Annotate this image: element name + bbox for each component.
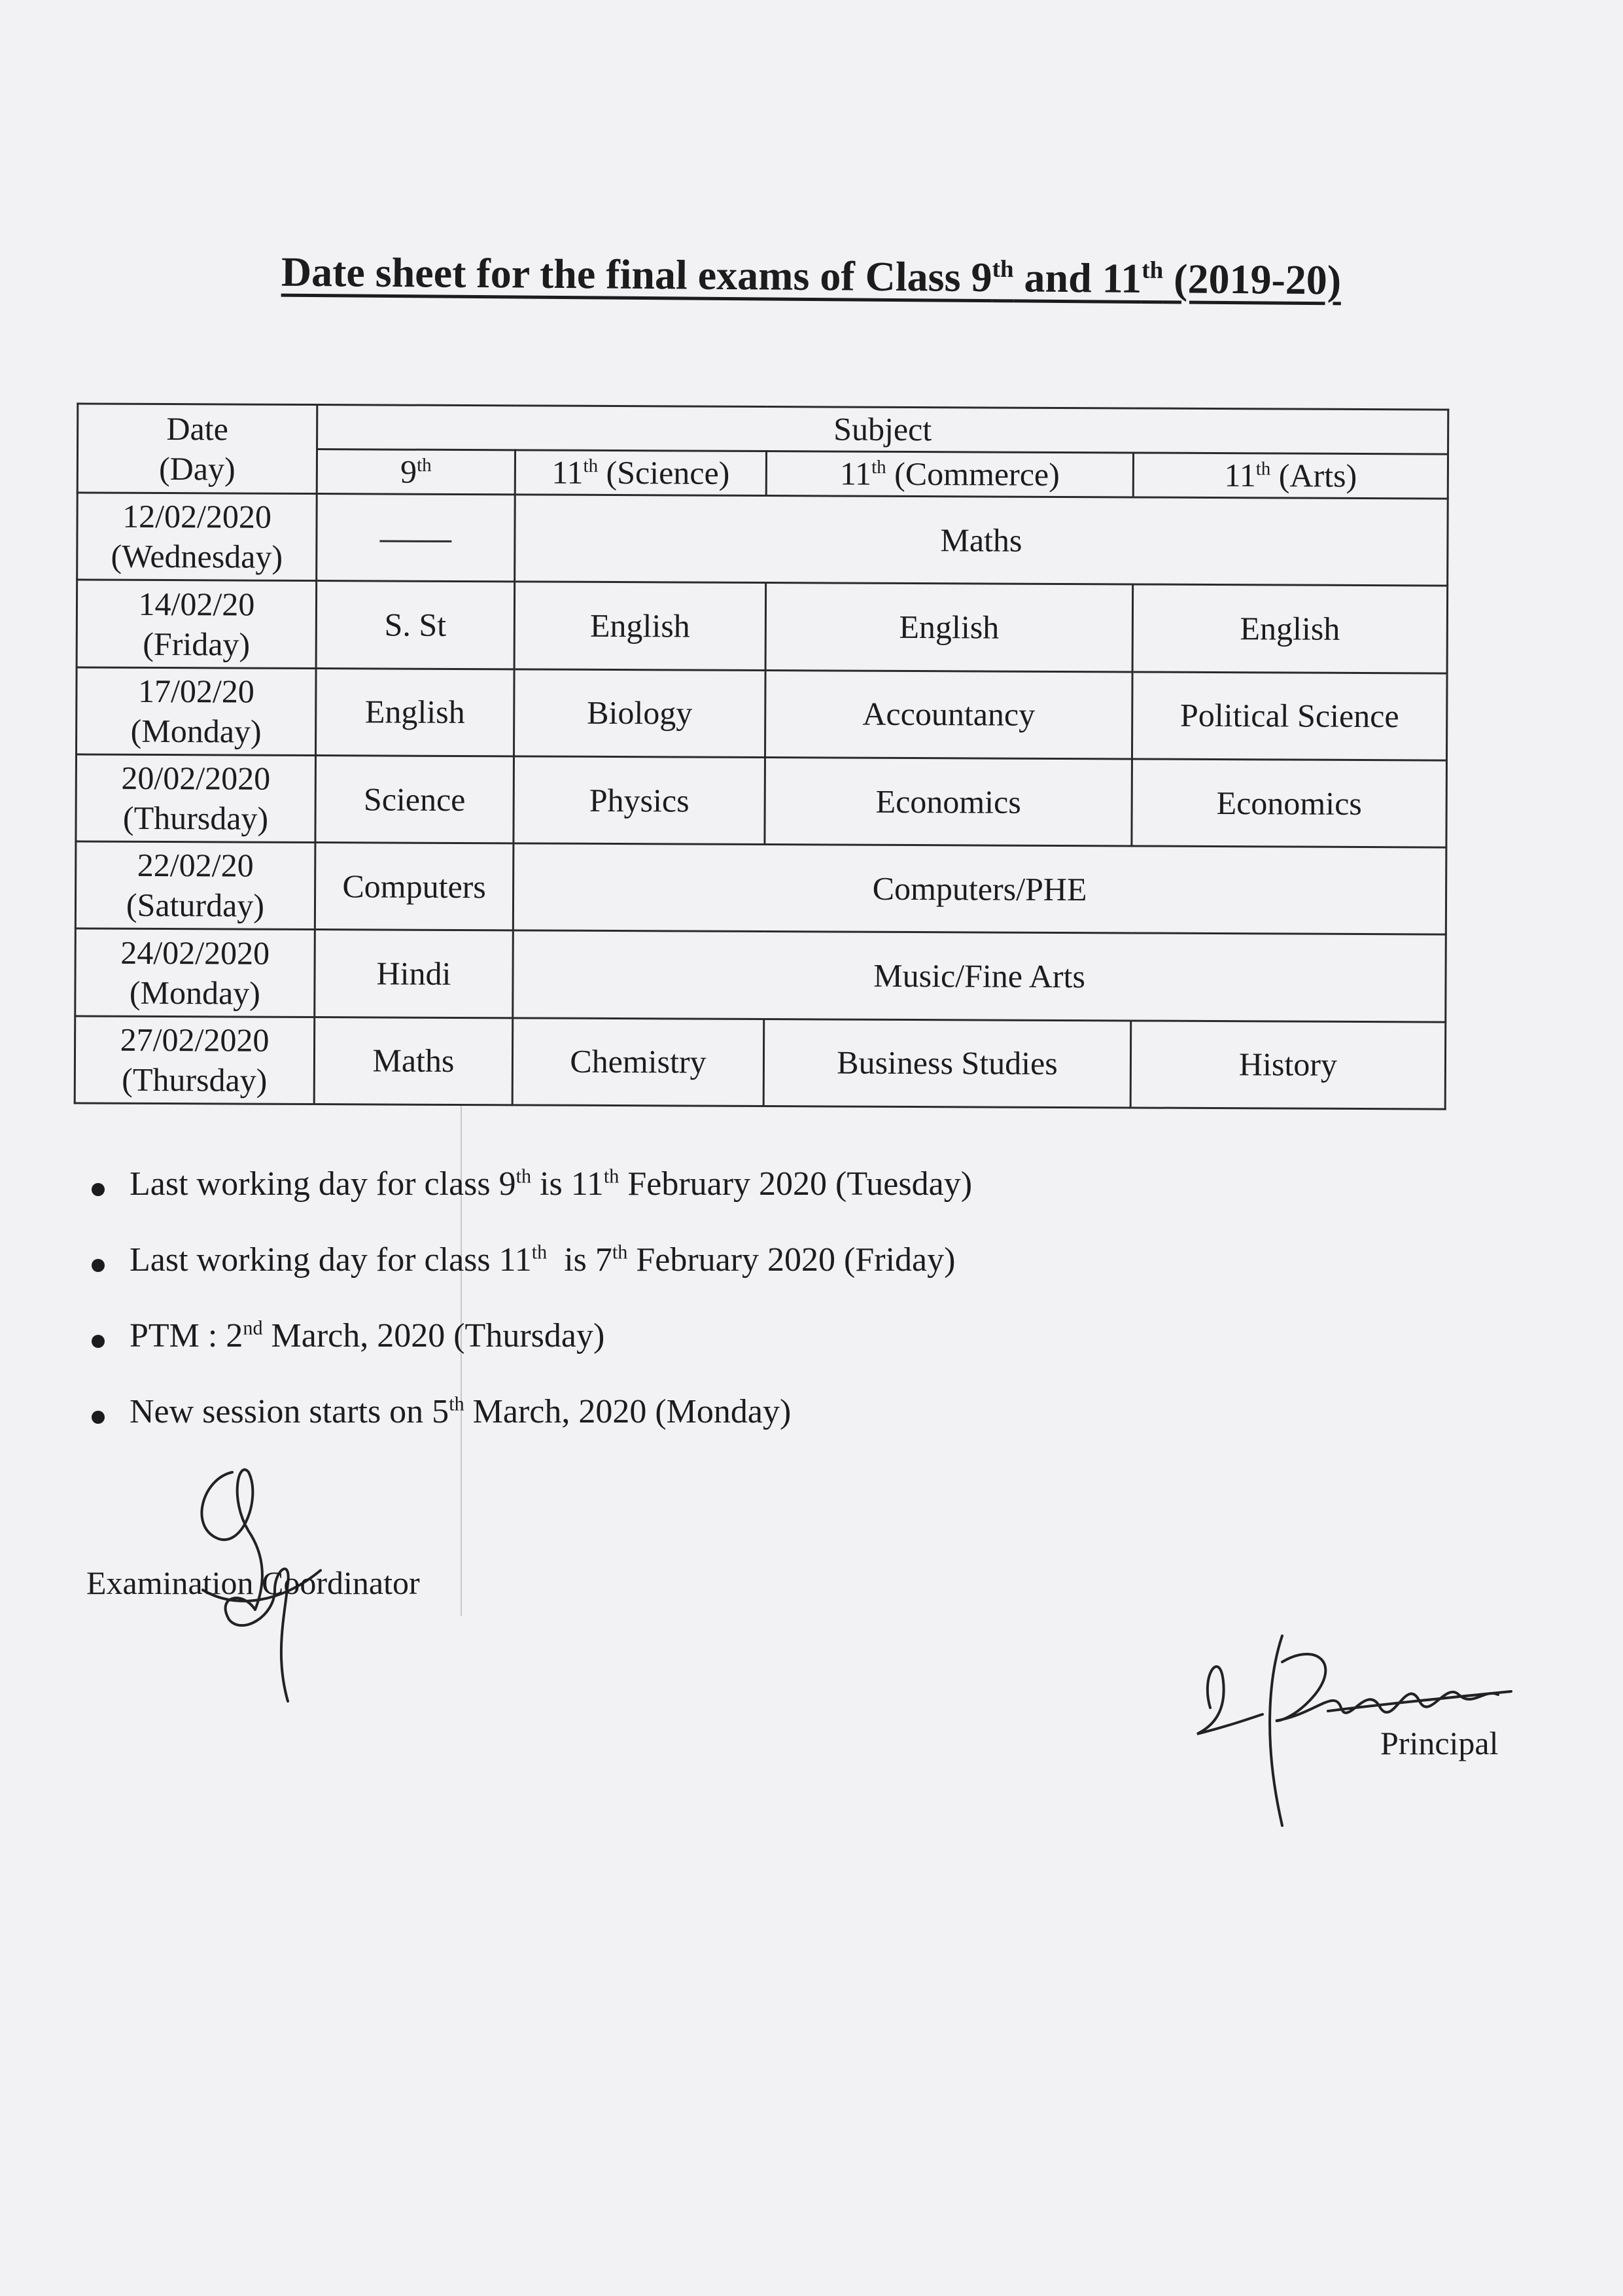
list-item: Last working day for class 9th is 11th February 2020 (Tuesday) xyxy=(85,1165,972,1241)
date-cell: 14/02/20 (Friday) xyxy=(77,580,317,668)
list-item: PTM : 2nd March, 2020 (Thursday) xyxy=(85,1316,972,1392)
table-row xyxy=(75,1016,1446,1109)
science-cell: English xyxy=(514,582,766,670)
merged-subject-cell: Maths xyxy=(515,495,1448,586)
science-cell: Biology xyxy=(514,669,765,758)
class-9-cell: Science xyxy=(315,755,514,843)
date-sheet-table xyxy=(74,402,1450,1110)
class-11-arts-header: 11th (Arts) xyxy=(1133,453,1448,499)
class-9-cell xyxy=(317,494,515,582)
bullet-icon xyxy=(92,1183,105,1196)
table-row xyxy=(77,493,1448,586)
commerce-cell: Economics xyxy=(765,757,1132,846)
bullet-icon xyxy=(92,1259,105,1272)
subject-header: Subject xyxy=(317,405,1448,455)
commerce-cell: English xyxy=(765,583,1133,672)
bullet-icon xyxy=(92,1335,105,1348)
table-row xyxy=(75,928,1446,1021)
table-row xyxy=(75,841,1446,934)
class-9-cell: Computers xyxy=(315,843,514,931)
class-9-cell: S. St xyxy=(316,581,515,669)
class-9-header: 9th xyxy=(317,450,515,495)
class-9-cell: English xyxy=(316,668,515,756)
principal-label: Principal xyxy=(1380,1725,1499,1761)
merged-subject-cell: Music/Fine Arts xyxy=(513,930,1446,1021)
notes-list xyxy=(85,1165,972,1468)
arts-cell: History xyxy=(1130,1021,1446,1109)
list-item: New session starts on 5th March, 2020 (Monday) xyxy=(85,1392,972,1468)
date-cell: 12/02/2020 (Wednesday) xyxy=(77,493,317,581)
date-cell: 24/02/2020 (Monday) xyxy=(75,928,315,1017)
arts-cell: Political Science xyxy=(1132,672,1447,760)
science-cell: Physics xyxy=(514,756,765,845)
date-cell: 20/02/2020 (Thursday) xyxy=(76,754,316,843)
science-cell: Chemistry xyxy=(512,1018,764,1106)
class-11-science-header: 11th (Science) xyxy=(515,450,766,496)
table-row xyxy=(77,580,1448,673)
coordinator-label: Examination Coordinator xyxy=(86,1564,420,1601)
header-row xyxy=(78,404,1448,454)
list-item: Last working day for class 11th is 7th February 2020 (Friday) xyxy=(85,1241,972,1316)
merged-subject-cell: Computers/PHE xyxy=(513,843,1446,934)
date-cell: 27/02/2020 (Thursday) xyxy=(75,1016,315,1104)
commerce-cell: Business Studies xyxy=(763,1019,1131,1108)
class-11-commerce-header: 11th (Commerce) xyxy=(766,451,1133,498)
page-title: Date sheet for the final exams of Class 9th and 11th (2019-20) xyxy=(281,248,1342,304)
table-row xyxy=(76,754,1447,847)
class-9-cell: Maths xyxy=(314,1017,513,1105)
date-cell: 17/02/20 (Monday) xyxy=(77,667,317,756)
table-row xyxy=(77,667,1448,760)
arts-cell: English xyxy=(1132,584,1448,673)
class-9-cell: Hindi xyxy=(315,930,514,1018)
commerce-cell: Accountancy xyxy=(765,670,1132,759)
date-cell: 22/02/20 (Saturday) xyxy=(75,841,315,930)
bullet-icon xyxy=(92,1411,105,1424)
arts-cell: Economics xyxy=(1132,759,1447,847)
dash-mark xyxy=(379,540,451,542)
date-day-header: Date (Day) xyxy=(77,404,317,494)
